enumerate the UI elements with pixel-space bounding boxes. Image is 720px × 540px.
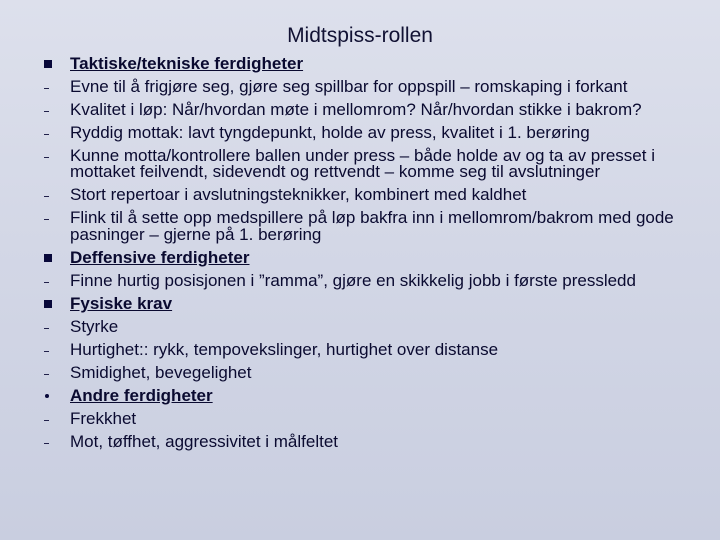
list-item-text: Stort repertoar i avslutningsteknikker, kombinert med kaldhet: [70, 185, 527, 205]
list-item: [0, 316, 720, 336]
list-item: [0, 79, 720, 95]
list-item: [0, 148, 720, 181]
list-item-text: Hurtighet:: rykk, tempovekslinger, hurtighet over distanse: [70, 339, 499, 359]
dash-bullet-icon: [44, 365, 54, 381]
section-heading: [0, 247, 720, 267]
square-bullet-icon: [44, 296, 54, 312]
section-heading-text: Andre ferdigheter: [70, 385, 213, 405]
list-item: [0, 210, 720, 243]
section-heading-text: Fysiske krav: [70, 293, 173, 313]
dash-bullet-icon: [44, 102, 54, 118]
dash-bullet-icon: [44, 319, 54, 335]
section-heading: [0, 56, 720, 72]
dash-bullet-icon: [44, 148, 54, 164]
list-item-text: Mot, tøffhet, aggressivitet i målfeltet: [70, 431, 339, 451]
dash-bullet-icon: [44, 434, 54, 450]
dash-bullet-icon: [44, 342, 54, 358]
list-item: [0, 431, 720, 451]
list-item: [0, 102, 720, 118]
bullet-list: [0, 56, 720, 540]
list-item: [0, 362, 720, 382]
dash-bullet-icon: [44, 187, 54, 203]
square-bullet-icon: [44, 250, 54, 266]
dot-bullet-icon: [44, 388, 54, 404]
dash-bullet-icon: [44, 79, 54, 95]
section-heading: [0, 293, 720, 313]
dash-bullet-icon: [44, 273, 54, 289]
list-item: [0, 270, 720, 290]
list-item-text: Kunne motta/kontrollere ballen under press – både holde av og ta av presset i mottaket feilvendt, sidevendt og rettvendt – komme seg til avslutninger: [70, 146, 655, 182]
square-bullet-icon: [44, 56, 54, 72]
section-heading-text: Taktiske/tekniske ferdigheter: [70, 54, 304, 73]
list-item: [0, 187, 720, 203]
list-item-text: Flink til å sette opp medspillere på løp bakfra inn i mellomrom/bakrom med gode pasninger – gjerne på 1. berøring: [70, 208, 674, 244]
dash-bullet-icon: [44, 411, 54, 427]
section-heading: [0, 385, 720, 405]
section-heading-text: Deffensive ferdigheter: [70, 247, 250, 267]
list-item-text: Frekkhet: [70, 408, 137, 428]
list-item-text: Smidighet, bevegelighet: [70, 362, 252, 382]
list-item-text: Evne til å frigjøre seg, gjøre seg spillbar for oppspill – romskaping i forkant: [70, 77, 628, 96]
list-item: [0, 339, 720, 359]
list-item: [0, 125, 720, 141]
list-item-text: Styrke: [70, 316, 119, 336]
list-item-text: Kvalitet i løp: Når/hvordan møte i mellomrom? Når/hvordan stikke i bakrom?: [70, 100, 642, 119]
slide-title: Midtspiss-rollen: [287, 24, 433, 47]
list-item-text: Ryddig mottak: lavt tyngdepunkt, holde av press, kvalitet i 1. berøring: [70, 123, 590, 142]
dash-bullet-icon: [44, 210, 54, 226]
list-item-text: Finne hurtig posisjonen i ”ramma”, gjøre en skikkelig jobb i første pressledd: [70, 270, 636, 290]
dash-bullet-icon: [44, 125, 54, 141]
list-item: [0, 408, 720, 428]
